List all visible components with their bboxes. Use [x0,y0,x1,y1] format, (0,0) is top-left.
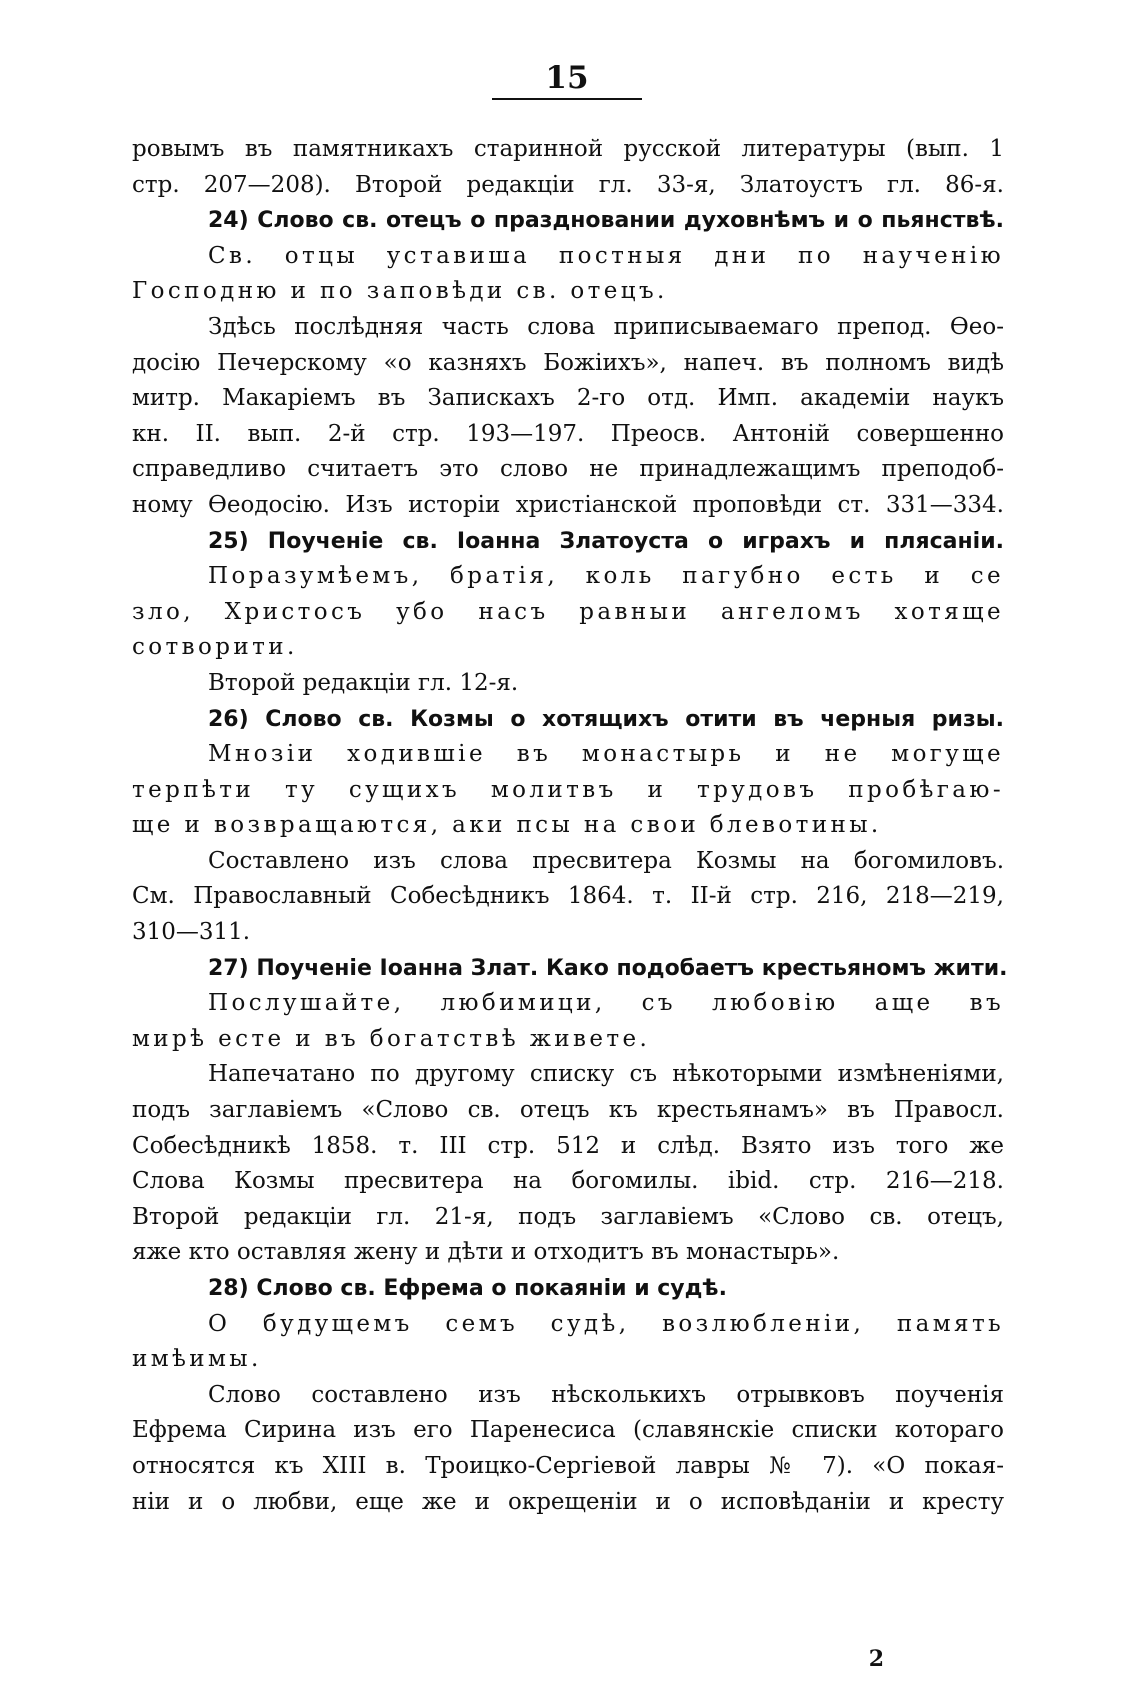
section-heading-26: 26) Слово св. Козмы о хотящихъ отити въ черныя ризы. [208,706,1004,732]
text-line: подъ заглавіемъ «Слово св. отецъ къ крестьянамъ» въ Правосл. [132,1097,1004,1124]
section-heading-28: 28) Слово св. Ефрема о покаяніи и судѣ. [208,1276,727,1301]
quoted-incipit: сотворити. [132,634,298,661]
text-line: яже кто оставляя жену и дѣти и отходитъ въ монастырь». [132,1239,840,1266]
text-line: досію Печерскому «о казняхъ Божіихъ», напеч. въ полномъ видѣ [132,349,1004,376]
text-line: справедливо считаетъ это слово не принадлежащимъ преподоб- [132,456,1004,483]
quoted-incipit: Поразумѣемъ, братія, коль пагубно есть и се [208,563,1004,590]
quoted-incipit: имѣимы. [132,1346,262,1373]
body-text [132,132,1008,1520]
page-number: 15 [492,58,642,100]
quoted-incipit: ще и возвращаются, аки псы на свои блевотины. [132,812,882,839]
text-line: кн. II. вып. 2-й стр. 193—197. Преосв. Антоній совершенно [132,420,1004,447]
text-line: Напечатано по другому списку съ нѣкоторыми измѣненіями, [208,1061,1004,1088]
quoted-incipit: О будущемъ семъ судѣ, возлюбленіи, память [208,1310,1004,1337]
section-heading-25: 25) Поученіе св. Іоанна Златоуста о играхъ и плясаніи. [208,528,1004,554]
quoted-incipit: Послушайте, любимици, съ любовію аще въ [208,990,1004,1017]
text-line: Второй редакціи гл. 12-я. [208,669,519,696]
quoted-incipit: терпѣти ту сущихъ молитвъ и трудовъ пробѣгаю- [132,776,1004,803]
text-line: Слово составлено изъ нѣсколькихъ отрывковъ поученія [208,1381,1004,1408]
quoted-incipit: Мнозіи ходившіе въ монастырь и не могуще [208,741,1004,768]
section-heading-24: 24) Слово св. отецъ о праздновании духовнѣмъ и о пьянствѣ. [208,208,1004,234]
quoted-incipit: Господню и по заповѣди св. отецъ. [132,278,668,305]
quoted-incipit: зло, Христосъ убо насъ равныи ангеломъ хотяще [132,598,1004,625]
text-line: Здѣсь послѣдняя часть слова приписываемаго препод. Өео- [208,313,1004,340]
text-line: Собесѣдникѣ 1858. т. III стр. 512 и слѣд. Взято изъ того же [132,1132,1004,1159]
text-line: Ефрема Сирина изъ его Паренесиса (славянскіе списки котораго [132,1417,1004,1444]
text-line: Составлено изъ слова пресвитера Козмы на богомиловъ. [208,847,1004,874]
quoted-incipit: Св. отцы уставиша постныя дни по наученію [208,242,1004,269]
text-line: ному Өеодосію. Изъ исторіи христіанской проповѣди ст. 331—334. [132,491,1004,518]
text-line: 310—311. [132,919,251,946]
text-line: ровымъ въ памятникахъ старинной русской литературы (вып. 1 [132,136,1004,162]
text-line: Слова Козмы пресвитера на богомилы. ibid. стр. 216—218. [132,1168,1004,1195]
text-line: Второй редакціи гл. 21-я, подъ заглавіемъ «Слово св. отецъ, [132,1203,1004,1230]
signature-mark: 2 [868,1646,884,1672]
text-line: относятся къ XIII в. Троицко-Сергіевой лавры № 7). «О покая- [132,1452,1004,1479]
text-line: митр. Макаріемъ въ Запискахъ 2-го отд. Имп. академіи наукъ [132,385,1004,412]
quoted-incipit: мирѣ есте и въ богатствѣ живете. [132,1025,651,1052]
text-line: ніи и о любви, еще же и окрещеніи и о исповѣданіи и кресту [132,1488,1004,1515]
text-line: См. Православный Собесѣдникъ 1864. т. II-й стр. 216, 218—219, [132,883,1004,910]
text-line: стр. 207—208). Второй редакціи гл. 33-я, Златоустъ гл. 86-я. [132,171,1004,198]
section-heading-27: 27) Поученіе Іоанна Злат. Како подобаетъ крестьяномъ жити. [208,955,1008,981]
document-page [132,52,1008,1672]
